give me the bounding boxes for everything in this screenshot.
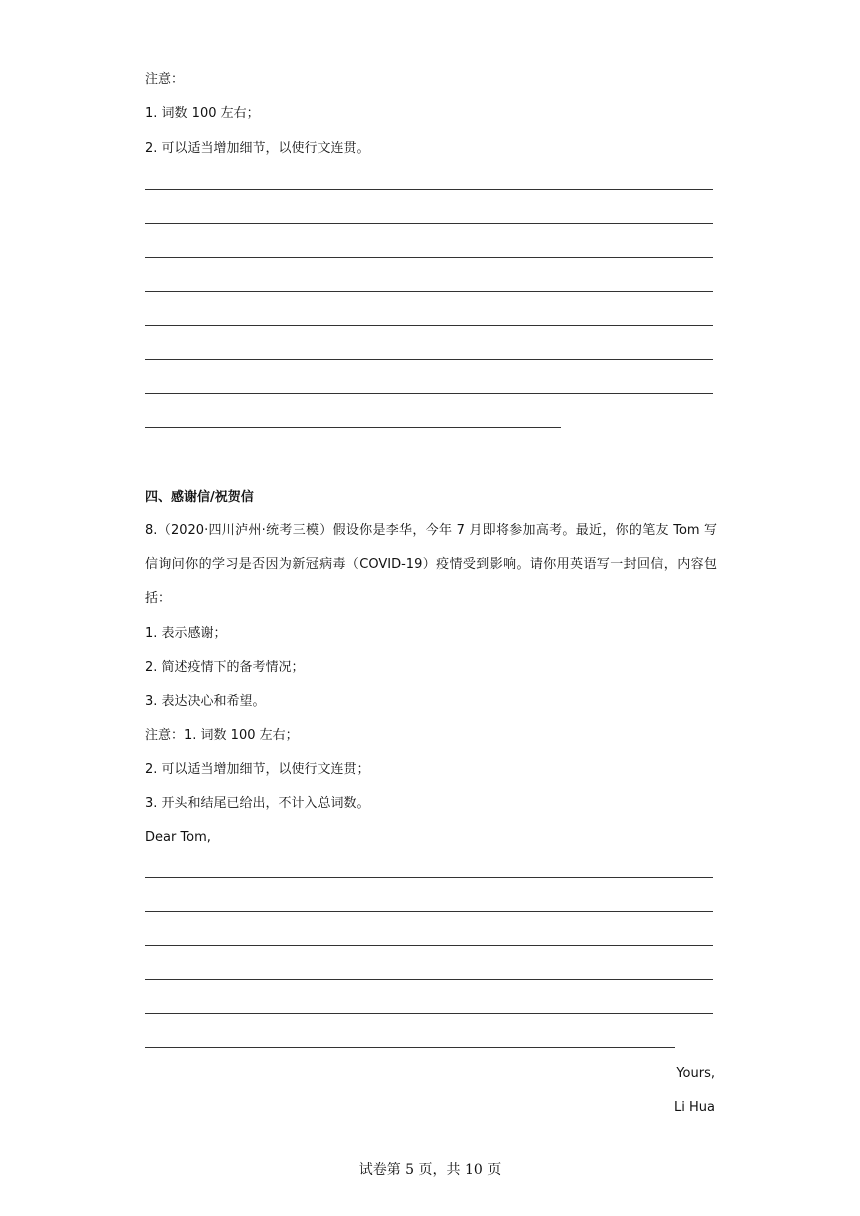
answer-line[interactable]: [145, 223, 713, 224]
answer-line[interactable]: [145, 393, 713, 394]
answer-line[interactable]: [145, 979, 713, 980]
answer-line-short[interactable]: [145, 1047, 675, 1048]
letter-closing: Yours,: [676, 1066, 715, 1081]
note-add-details: 2. 可以适当增加细节，以使行文连贯；: [145, 762, 370, 777]
answer-line[interactable]: [145, 325, 713, 326]
requirement-item-2: 2. 简述疫情下的备考情况；: [145, 660, 305, 675]
answer-line[interactable]: [145, 359, 713, 360]
answer-line[interactable]: [145, 189, 713, 190]
answer-line[interactable]: [145, 945, 713, 946]
note-add-details: 2. 可以适当增加细节，以使行文连贯。: [145, 141, 370, 156]
note-label: 注意：: [145, 72, 185, 87]
question-text: 8.（2020·四川泸州·统考三模）假设你是李华，今年 7 月即将参加高考。最近，你的笔友 Tom 写信询问你的学习是否因为新冠病毒（COVID-19）疫情受到影响。请你用英语写一封回信，内容包括：: [145, 523, 717, 606]
answer-line[interactable]: [145, 257, 713, 258]
requirement-item-1: 1. 表示感谢；: [145, 626, 227, 641]
letter-signature: Li Hua: [674, 1100, 715, 1115]
answer-line[interactable]: [145, 877, 713, 878]
note-word-count: 注意：1. 词数 100 左右；: [145, 728, 299, 743]
requirement-item-3: 3. 表达决心和希望。: [145, 694, 266, 709]
answer-line[interactable]: [145, 291, 713, 292]
note-word-count: 1. 词数 100 左右；: [145, 106, 260, 121]
page-footer: 试卷第 5 页，共 10 页: [358, 1162, 502, 1178]
answer-line[interactable]: [145, 1013, 713, 1014]
section-heading: 四、感谢信/祝贺信: [145, 490, 254, 505]
answer-line[interactable]: [145, 911, 713, 912]
note-opening-closing: 3. 开头和结尾已给出，不计入总词数。: [145, 796, 370, 811]
answer-line-short[interactable]: [145, 427, 561, 428]
letter-greeting: Dear Tom,: [145, 830, 211, 845]
